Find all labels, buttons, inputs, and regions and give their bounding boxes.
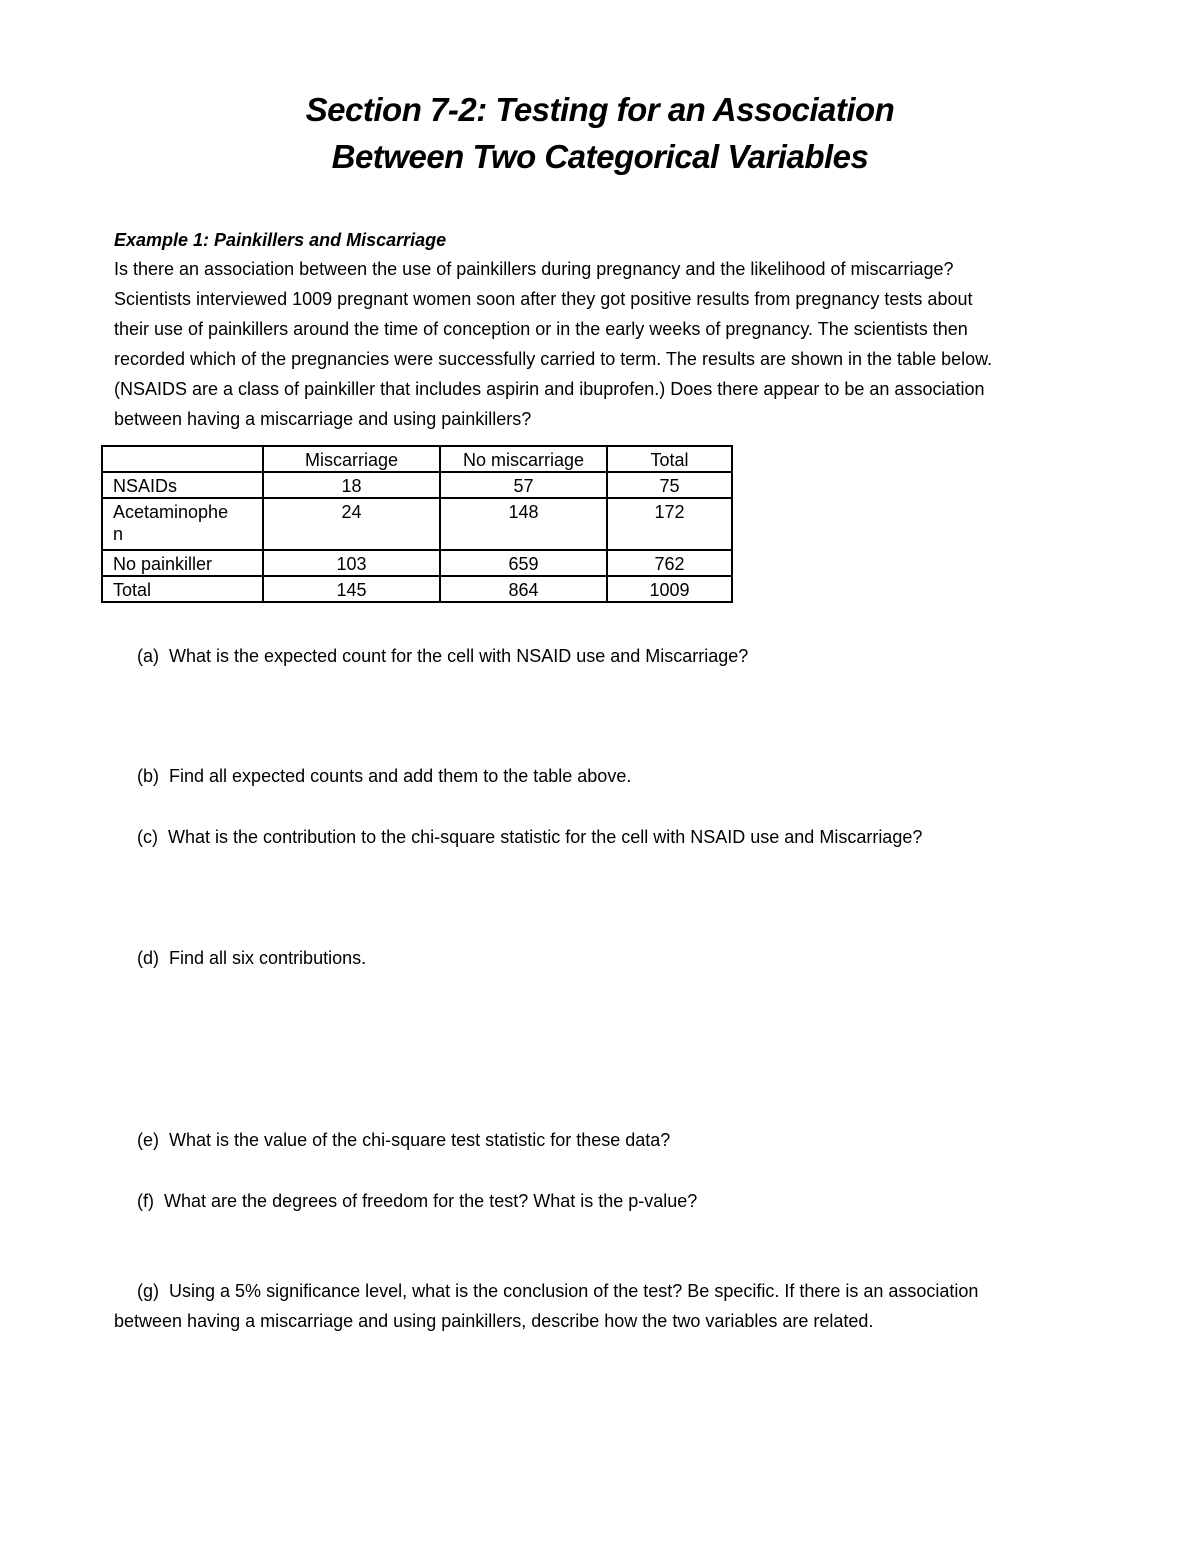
table-header-cell — [102, 446, 263, 472]
question-label: (f) — [137, 1191, 154, 1211]
question-b — [137, 765, 631, 787]
question-label: (g) — [137, 1281, 159, 1301]
table-cell: 864 — [440, 576, 607, 602]
table-cell: 659 — [440, 550, 607, 576]
table-cell: 75 — [607, 472, 732, 498]
table-cell: 18 — [263, 472, 440, 498]
example-text-line-5: (NSAIDS are a class of painkiller that includes aspirin and ibuprofen.) Does there appear to be an association — [114, 379, 985, 399]
question-text: Find all six contributions. — [169, 948, 367, 968]
question-label: (b) — [137, 766, 159, 786]
example-text-line-6: between having a miscarriage and using painkillers? — [114, 409, 532, 429]
table-row — [102, 472, 732, 498]
table-row-label: No painkiller — [102, 550, 263, 576]
question-text: What is the value of the chi-square test statistic for these data? — [169, 1130, 671, 1150]
question-label: (e) — [137, 1130, 159, 1150]
question-text: What is the contribution to the chi-square statistic for the cell with NSAID use and Miscarriage? — [168, 827, 923, 847]
question-c — [137, 826, 922, 848]
question-label: (a) — [137, 646, 159, 666]
question-text: Find all expected counts and add them to the table above. — [169, 766, 632, 786]
table-cell: 148 — [440, 498, 607, 550]
table-cell: 1009 — [607, 576, 732, 602]
painkiller-miscarriage-table — [101, 445, 733, 603]
question-e — [137, 1129, 670, 1151]
table-cell: 172 — [607, 498, 732, 550]
question-f — [137, 1190, 697, 1212]
question-text: What are the degrees of freedom for the test? What is the p-value? — [164, 1191, 698, 1211]
example-text-line-2: Scientists interviewed 1009 pregnant women soon after they got positive results from pregnancy tests about — [114, 289, 973, 309]
example-text-line-1: Is there an association between the use of painkillers during pregnancy and the likelihood of miscarriage? — [114, 259, 954, 279]
table-row-label: Total — [102, 576, 263, 602]
example-text-line-4: recorded which of the pregnancies were successfully carried to term. The results are shown in the table below. — [114, 349, 993, 369]
table-row-label-part-2: n — [113, 524, 124, 544]
question-label: (c) — [137, 827, 158, 847]
question-label: (d) — [137, 948, 159, 968]
table-cell: 57 — [440, 472, 607, 498]
page-title-line-1: Section 7-2: Testing for an Association — [305, 91, 895, 128]
table-cell: 762 — [607, 550, 732, 576]
table-row — [102, 576, 732, 602]
table-cell: 24 — [263, 498, 440, 550]
table-row — [102, 498, 732, 550]
question-text: Using a 5% significance level, what is the conclusion of the test? Be specific. If there is an association — [169, 1281, 979, 1301]
table-header-row — [102, 446, 732, 472]
table-row-label — [102, 498, 263, 550]
table-row-label: NSAIDs — [102, 472, 263, 498]
question-a — [137, 645, 748, 667]
table-header-cell: Total — [607, 446, 732, 472]
table-header-cell: Miscarriage — [263, 446, 440, 472]
table-cell: 145 — [263, 576, 440, 602]
question-g — [137, 1280, 978, 1302]
table-header-cell: No miscarriage — [440, 446, 607, 472]
example-heading: Example 1: Painkillers and Miscarriage — [114, 230, 447, 250]
table-cell: 103 — [263, 550, 440, 576]
table-row-label-part-1: Acetaminophe — [113, 502, 229, 522]
question-d — [137, 947, 366, 969]
question-g-continued: between having a miscarriage and using painkillers, describe how the two variables are related. — [114, 1311, 874, 1331]
table-row — [102, 550, 732, 576]
example-text-line-3: their use of painkillers around the time of conception or in the early weeks of pregnancy. The scientists then — [114, 319, 968, 339]
question-text: What is the expected count for the cell with NSAID use and Miscarriage? — [169, 646, 749, 666]
page-title-line-2: Between Two Categorical Variables — [331, 138, 869, 175]
